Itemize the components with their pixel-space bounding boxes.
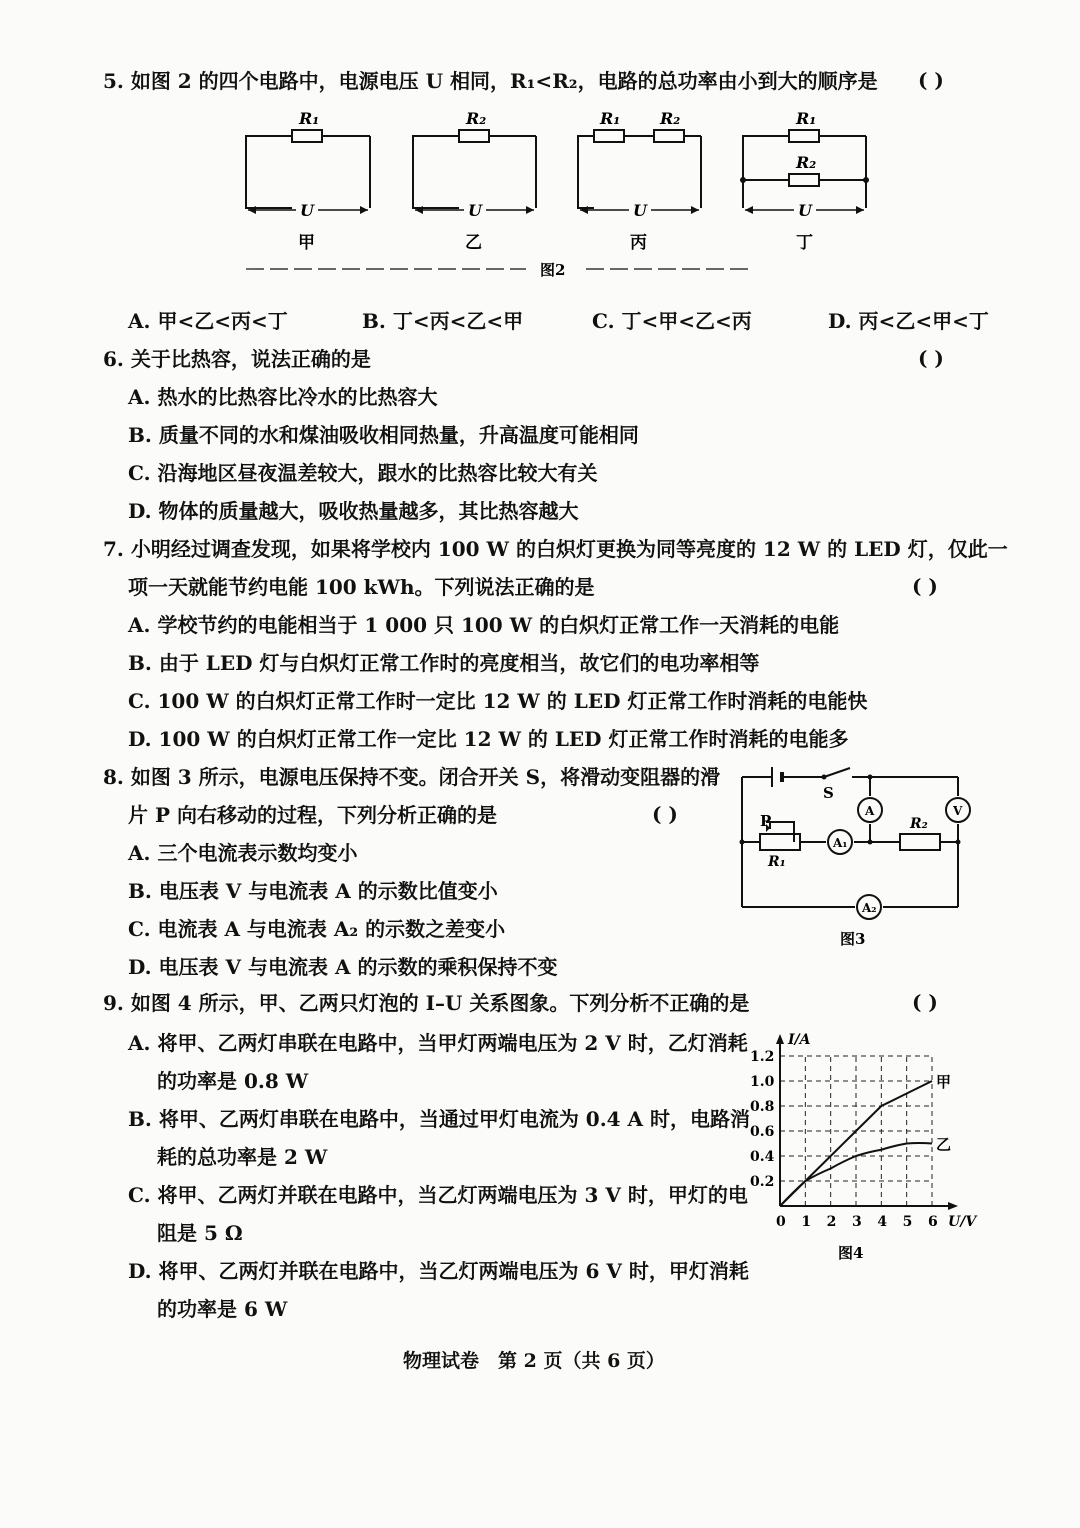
q8-answer-paren: ( ) [652, 802, 678, 826]
figure-3 [730, 762, 980, 952]
x-tick-label: 5 [902, 1214, 913, 1230]
figure-2 [236, 100, 876, 280]
x-tick-label: 6 [928, 1214, 938, 1230]
q6-stem: 6. 关于比热容，说法正确的是 [103, 347, 371, 371]
figure-2-caption: 图2 [540, 261, 566, 279]
q7-option-a: A. 学校节约的电能相当于 1 000 只 100 W 的白炽灯正常工作一天消耗的电能 [128, 613, 840, 637]
x-tick-label: 0 [776, 1214, 786, 1230]
ding-name: 丁 [796, 233, 813, 253]
y-tick-label: 0.6 [750, 1124, 775, 1140]
q5-stem: 5. 如图 2 的四个电路中，电源电压 U 相同，R₁<R₂，电路的总功率由小到大的顺序是 [103, 69, 878, 93]
q5-option-b: B. 丁<丙<乙<甲 [362, 309, 524, 333]
q8-option-b: B. 电压表 V 与电流表 A 的示数比值变小 [128, 879, 498, 903]
bing-resistor-r2 [654, 130, 684, 142]
q9-answer-paren: ( ) [912, 990, 938, 1014]
q9-stem: 9. 如图 4 所示，甲、乙两只灯泡的 I–U 关系图象。下列分析不正确的是 [103, 991, 750, 1015]
q6-answer-paren: ( ) [918, 346, 944, 370]
jia-resistor-r1 [292, 130, 322, 142]
q5-option-d: D. 丙<乙<甲<丁 [828, 309, 989, 333]
resistor-r2 [900, 834, 940, 850]
x-tick-label: 3 [852, 1214, 862, 1230]
ammeter-a2-label: A₂ [862, 901, 877, 915]
q9-option-d-line1: D. 将甲、乙两灯并联在电路中，当乙灯两端电压为 6 V 时，甲灯消耗 [128, 1259, 749, 1283]
q7-option-d: D. 100 W 的白炽灯正常工作一定比 12 W 的 LED 灯正常工作时消耗的电能多 [128, 727, 849, 751]
q7-option-c: C. 100 W 的白炽灯正常工作时一定比 12 W 的 LED 灯正常工作时消耗的电能快 [128, 689, 868, 713]
slider-label: P [760, 812, 772, 830]
y-tick-label: 1.2 [750, 1049, 775, 1065]
ammeter-a1-label: A₁ [833, 836, 848, 850]
page-footer: 物理试卷 第 2 页（共 6 页） [403, 1350, 665, 1372]
figure-4-caption: 图4 [838, 1244, 864, 1262]
series-label: 甲 [936, 1073, 952, 1091]
q8-option-a: A. 三个电流表示数均变小 [128, 841, 358, 865]
ding-r1-label: R₁ [796, 109, 817, 128]
ammeter-a-label: A [865, 804, 875, 818]
ding-resistor-r1 [789, 130, 819, 142]
q6-option-c: C. 沿海地区昼夜温差较大，跟水的比热容比较大有关 [128, 461, 598, 485]
switch-label: S [823, 784, 834, 802]
bing-resistor-r1 [594, 130, 624, 142]
x-axis-label: U/V [948, 1214, 977, 1230]
switch-s [824, 768, 850, 777]
q8-option-d: D. 电压表 V 与电流表 A 的示数的乘积保持不变 [128, 955, 558, 979]
y-tick-label: 0.4 [750, 1149, 775, 1165]
ding-u-label: U [798, 201, 812, 220]
r1-label: R₁ [768, 854, 786, 870]
y-tick-label: 1.0 [750, 1074, 775, 1090]
jia-name: 甲 [298, 233, 315, 253]
r2-label: R₂ [910, 816, 928, 832]
y-tick-label: 0.2 [750, 1174, 775, 1190]
figure-3-caption: 图3 [840, 930, 866, 948]
voltmeter-label: V [953, 804, 963, 818]
q5-answer-paren: ( ) [918, 68, 944, 92]
q8-stem-line2: 片 P 向右移动的过程，下列分析正确的是 [128, 803, 497, 827]
q7-option-b: B. 由于 LED 灯与白炽灯正常工作时的亮度相当，故它们的电功率相等 [128, 651, 760, 675]
y-tick-label: 0.8 [750, 1099, 775, 1115]
series-label: 乙 [936, 1135, 952, 1154]
bing-r1-label: R₁ [600, 109, 621, 128]
yi-name: 乙 [465, 233, 482, 253]
bing-name: 丙 [630, 233, 647, 253]
bing-u-label: U [633, 201, 647, 220]
q7-answer-paren: ( ) [912, 574, 938, 598]
y-axis-arrow [776, 1034, 784, 1044]
q7-stem-line2: 项一天就能节约电能 100 kWh。下列说法正确的是 [128, 575, 595, 599]
yi-r-label: R₂ [466, 109, 487, 128]
yi-resistor-r2 [459, 130, 489, 142]
q9-option-b-line1: B. 将甲、乙两灯串联在电路中，当通过甲灯电流为 0.4 A 时，电路消 [128, 1107, 751, 1131]
q6-option-a: A. 热水的比热容比冷水的比热容大 [128, 385, 438, 409]
bing-r2-label: R₂ [660, 109, 681, 128]
y-axis-label: I/A [788, 1032, 811, 1048]
x-tick-label: 2 [826, 1214, 837, 1230]
q5-option-a: A. 甲<乙<丙<丁 [128, 309, 288, 333]
ding-r2-label: R₂ [796, 153, 817, 172]
figure-4-chart [748, 1024, 980, 1264]
q9-option-a-line1: A. 将甲、乙两灯串联在电路中，当甲灯两端电压为 2 V 时，乙灯消耗 [128, 1031, 748, 1055]
x-tick-label: 1 [801, 1214, 812, 1230]
x-tick-label: 4 [877, 1214, 888, 1230]
ding-resistor-r2 [789, 174, 819, 186]
q9-option-a-line2: 的功率是 0.8 W [157, 1069, 309, 1093]
q5-option-c: C. 丁<甲<乙<丙 [592, 309, 752, 333]
jia-u-label: U [300, 201, 314, 220]
q9-option-c-line1: C. 将甲、乙两灯并联在电路中，当乙灯两端电压为 3 V 时，甲灯的电 [128, 1183, 748, 1207]
q6-option-d: D. 物体的质量越大，吸收热量越多，其比热容越大 [128, 499, 579, 523]
yi-u-label: U [468, 201, 482, 220]
q7-stem-line1: 7. 小明经过调查发现，如果将学校内 100 W 的白炽灯更换为同等亮度的 12 W 的 LED 灯，仅此一 [103, 537, 1008, 561]
q9-option-c-line2: 阻是 5 Ω [157, 1221, 243, 1245]
q6-option-b: B. 质量不同的水和煤油吸收相同热量，升高温度可能相同 [128, 423, 639, 447]
jia-r-label: R₁ [299, 109, 320, 128]
q9-option-b-line2: 耗的总功率是 2 W [157, 1145, 328, 1169]
q8-option-c: C. 电流表 A 与电流表 A₂ 的示数之差变小 [128, 917, 506, 941]
x-axis-arrow [948, 1202, 958, 1210]
q9-option-d-line2: 的功率是 6 W [157, 1297, 288, 1321]
q8-stem-line1: 8. 如图 3 所示，电源电压保持不变。闭合开关 S，将滑动变阻器的滑 [103, 765, 721, 789]
